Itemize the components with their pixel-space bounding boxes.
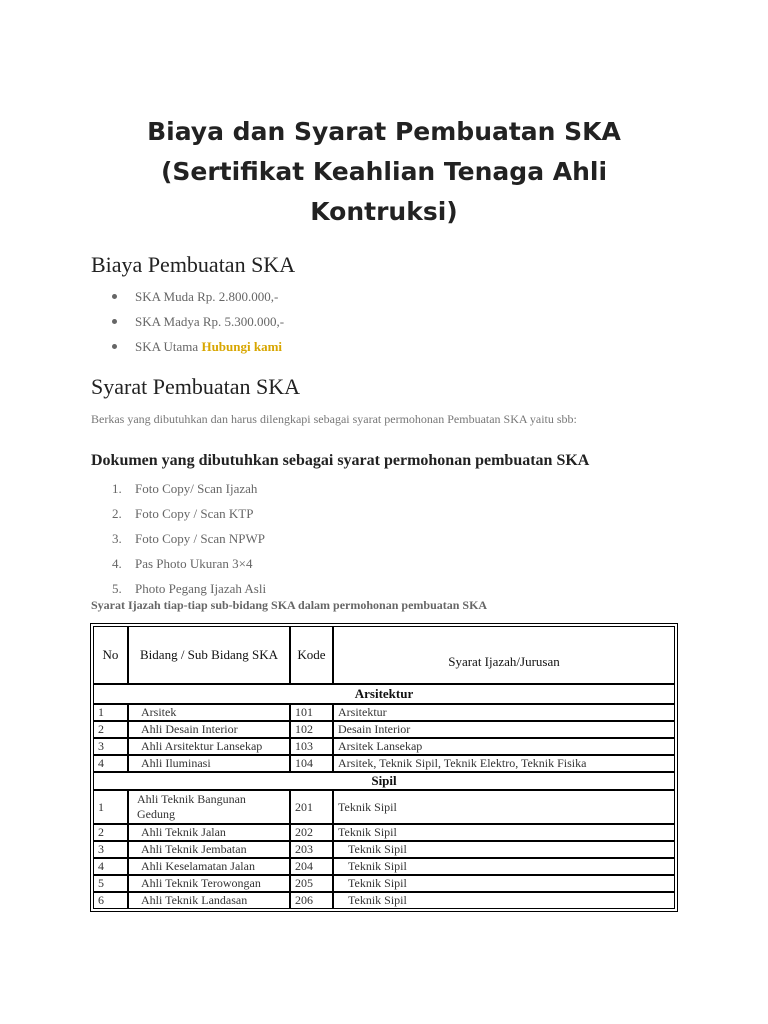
cell-kode: 101 xyxy=(290,704,333,721)
table-row xyxy=(93,755,675,772)
cell-bidang: Ahli Desain Interior xyxy=(128,721,290,738)
list-number: 2. xyxy=(112,506,122,521)
cell-syarat: Teknik Sipil xyxy=(333,892,675,909)
cell-no: 2 xyxy=(93,824,128,841)
cell-bidang: Ahli Teknik Bangunan Gedung xyxy=(128,790,290,824)
cell-no: 2 xyxy=(93,721,128,738)
list-number: 4. xyxy=(112,556,122,571)
table-row xyxy=(93,790,675,824)
table-caption: Syarat Ijazah tiap-tiap sub-bidang SKA dalam permohonan pembuatan SKA xyxy=(91,598,488,612)
table-row xyxy=(93,704,675,721)
header-no: No xyxy=(93,626,128,684)
list-item xyxy=(91,314,284,339)
cell-no: 4 xyxy=(93,858,128,875)
cell-kode: 102 xyxy=(290,721,333,738)
cell-no: 5 xyxy=(93,875,128,892)
cell-bidang: Ahli Teknik Terowongan xyxy=(128,875,290,892)
dokumen-text: Foto Copy / Scan KTP xyxy=(135,506,254,521)
table-row xyxy=(93,841,675,858)
syarat-ijazah-table xyxy=(90,623,678,912)
header-kode: Kode xyxy=(290,626,333,684)
cell-kode: 104 xyxy=(290,755,333,772)
cell-syarat: Teknik Sipil xyxy=(333,841,675,858)
dokumen-text: Photo Pegang Ijazah Asli xyxy=(135,581,267,596)
list-number: 3. xyxy=(112,531,122,546)
table-row xyxy=(93,738,675,755)
header-syarat: Syarat Ijazah/Jurusan xyxy=(333,626,675,684)
table-row xyxy=(93,892,675,909)
cell-no: 4 xyxy=(93,755,128,772)
cell-syarat: Arsitek Lansekap xyxy=(333,738,675,755)
list-item xyxy=(91,531,266,556)
title-line-1: Biaya dan Syarat Pembuatan SKA xyxy=(147,117,621,146)
cell-syarat: Teknik Sipil xyxy=(333,824,675,841)
cell-syarat: Desain Interior xyxy=(333,721,675,738)
cell-syarat: Teknik Sipil xyxy=(333,875,675,892)
dokumen-heading: Dokumen yang dibutuhkan sebagai syarat permohonan pembuatan SKA xyxy=(91,452,590,469)
biaya-item-text: SKA Madya Rp. 5.300.000,- xyxy=(135,314,285,329)
list-item xyxy=(91,556,266,581)
section-row-sipil xyxy=(93,772,675,790)
section-title: Sipil xyxy=(93,772,675,790)
cell-syarat: Teknik Sipil xyxy=(333,858,675,875)
page-title xyxy=(60,112,708,232)
hubungi-kami-link[interactable]: Hubungi kami xyxy=(201,339,283,354)
section-row-arsitektur xyxy=(93,684,675,704)
cell-no: 1 xyxy=(93,790,128,824)
header-bidang: Bidang / Sub Bidang SKA xyxy=(128,626,290,684)
dokumen-text: Pas Photo Ukuran 3×4 xyxy=(135,556,253,571)
cell-syarat: Arsitek, Teknik Sipil, Teknik Elektro, Teknik Fisika xyxy=(333,755,675,772)
cell-bidang: Ahli Keselamatan Jalan xyxy=(128,858,290,875)
syarat-heading: Syarat Pembuatan SKA xyxy=(91,374,300,399)
table-row xyxy=(93,721,675,738)
cell-kode: 206 xyxy=(290,892,333,909)
cell-bidang: Ahli Arsitektur Lansekap xyxy=(128,738,290,755)
cell-bidang: Ahli Teknik Landasan xyxy=(128,892,290,909)
cell-no: 3 xyxy=(93,841,128,858)
list-item xyxy=(91,339,284,364)
dokumen-text: Foto Copy / Scan NPWP xyxy=(135,531,266,546)
cell-kode: 204 xyxy=(290,858,333,875)
list-number: 5. xyxy=(112,581,122,596)
cell-bidang: Ahli Teknik Jembatan xyxy=(128,841,290,858)
biaya-item-text: SKA Utama xyxy=(135,339,202,354)
cell-kode: 203 xyxy=(290,841,333,858)
list-number: 1. xyxy=(112,481,122,496)
cell-bidang: Ahli Iluminasi xyxy=(128,755,290,772)
cell-no: 3 xyxy=(93,738,128,755)
dokumen-text: Foto Copy/ Scan Ijazah xyxy=(135,481,258,496)
title-line-3: Kontruksi) xyxy=(310,197,458,226)
cell-no: 6 xyxy=(93,892,128,909)
cell-kode: 202 xyxy=(290,824,333,841)
cell-kode: 201 xyxy=(290,790,333,824)
biaya-list xyxy=(91,289,284,364)
list-item xyxy=(91,289,284,314)
cell-syarat: Arsitektur xyxy=(333,704,675,721)
cell-syarat: Teknik Sipil xyxy=(333,790,675,824)
biaya-heading: Biaya Pembuatan SKA xyxy=(91,252,296,277)
table-header-row xyxy=(93,626,675,684)
cell-kode: 205 xyxy=(290,875,333,892)
list-item xyxy=(91,481,266,506)
section-title: Arsitektur xyxy=(93,684,675,704)
title-line-2: (Sertifikat Keahlian Tenaga Ahli xyxy=(160,157,608,186)
cell-bidang: Ahli Teknik Jalan xyxy=(128,824,290,841)
cell-no: 1 xyxy=(93,704,128,721)
table-row xyxy=(93,858,675,875)
syarat-intro: Berkas yang dibutuhkan dan harus dilengkapi sebagai syarat permohonan Pembuatan SKA yaitu sbb: xyxy=(91,412,577,426)
list-item xyxy=(91,506,266,531)
cell-bidang: Arsitek xyxy=(128,704,290,721)
biaya-item-text: SKA Muda Rp. 2.800.000,- xyxy=(135,289,279,304)
table-row xyxy=(93,824,675,841)
dokumen-list xyxy=(91,481,266,606)
cell-kode: 103 xyxy=(290,738,333,755)
table-row xyxy=(93,875,675,892)
